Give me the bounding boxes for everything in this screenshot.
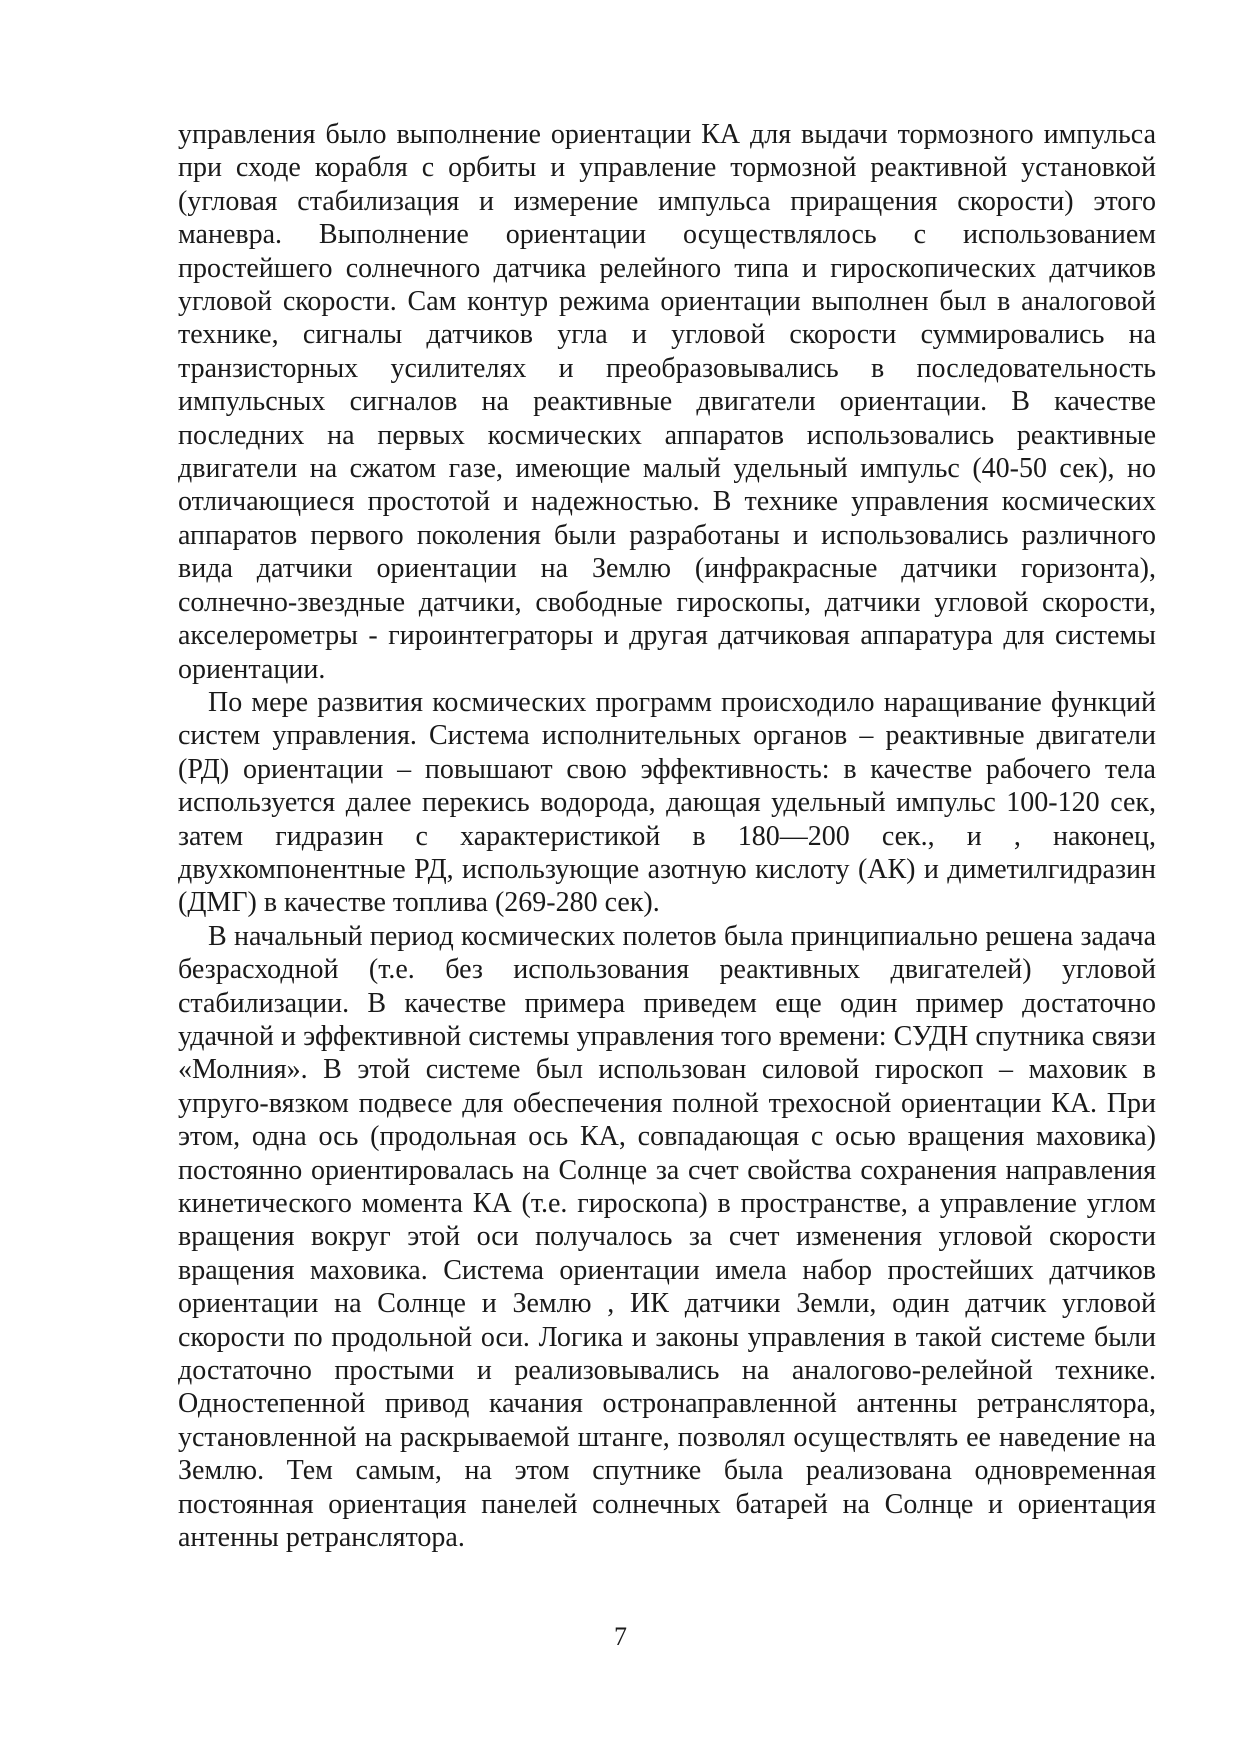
body-text — [178, 118, 1156, 1554]
paragraph-1: управления было выполнение ориентации КА для выдачи тормозного импульса при сходе корабля с орбиты и управление тормозной реактивной установкой (угловая стабилизация и измерение импульса приращения скорости) этого маневра. Выполнение ориентации осуществлялось с использованием простейшего солнечного датчика релейного типа и гироскопических датчиков угловой скорости. Сам контур режима ориентации выполнен был в аналоговой технике, сигналы датчиков угла и угловой скорости суммировались на транзисторных усилителях и преобразовывались в последовательность импульсных сигналов на реактивные двигатели ориентации. В качестве последних на первых космических аппаратов использовались реактивные двигатели на сжатом газе, имеющие малый удельный импульс (40-50 сек), но отличающиеся простотой и надежностью. В технике управления космических аппаратов первого поколения были разработаны и использовались различного вида датчики ориентации на Землю (инфракрасные датчики горизонта), солнечно-звездные датчики, свободные гироскопы, датчики угловой скорости, акселерометры - гироинтеграторы и другая датчиковая аппаратура для системы ориентации. — [178, 119, 1156, 685]
paragraph-2: По мере развития космических программ происходило наращивание функций систем управления. Система исполнительных органов – реактивные двигатели (РД) ориентации – повышают свою эффективность: в качестве рабочего тела используется далее перекись водорода, дающая удельный импульс 100-120 сек, затем гидразин с характеристикой в 180—200 сек., и , наконец, двухкомпонентные РД, использующие азотную кислоту (АК) и диметилгидразин (ДМГ) в качестве топлива (269-280 сек). — [178, 686, 1156, 919]
page-number: 7 — [614, 1622, 627, 1651]
paragraph-3: В начальный период космических полетов была принципиально решена задача безрасходной (т.е. без использования реактивных двигателей) угловой стабилизации. В качестве примера приведем еще один пример достаточно удачной и эффективной системы управления того времени: СУДН спутника связи «Молния». В этой системе был использован силовой гироскоп – маховик в упруго-вязком подвесе для обеспечения полной трехосной ориентации КА. При этом, одна ось (продольная ось КА, совпадающая с осью вращения маховика) постоянно ориентировалась на Солнце за счет свойства сохранения направления кинетического момента КА (т.е. гироскопа) в пространстве, а управление углом вращения вокруг этой оси получалось за счет изменения угловой скорости вращения маховика. Система ориентации имела набор простейших датчиков ориентации на Солнце и Землю , ИК датчики Земли, один датчик угловой скорости по продольной оси. Логика и законы управления в такой системе были достаточно простыми и реализовывались на аналогово-релейной технике. Одностепенной привод качания остронаправленной антенны ретранслятора, установленной на раскрываемой штанге, позволял осуществлять ее наведение на Землю. Тем самым, на этом спутнике была реализована одновременная постоянная ориентация панелей солнечных батарей на Солнце и ориентация антенны ретранслятора. — [178, 920, 1156, 1554]
